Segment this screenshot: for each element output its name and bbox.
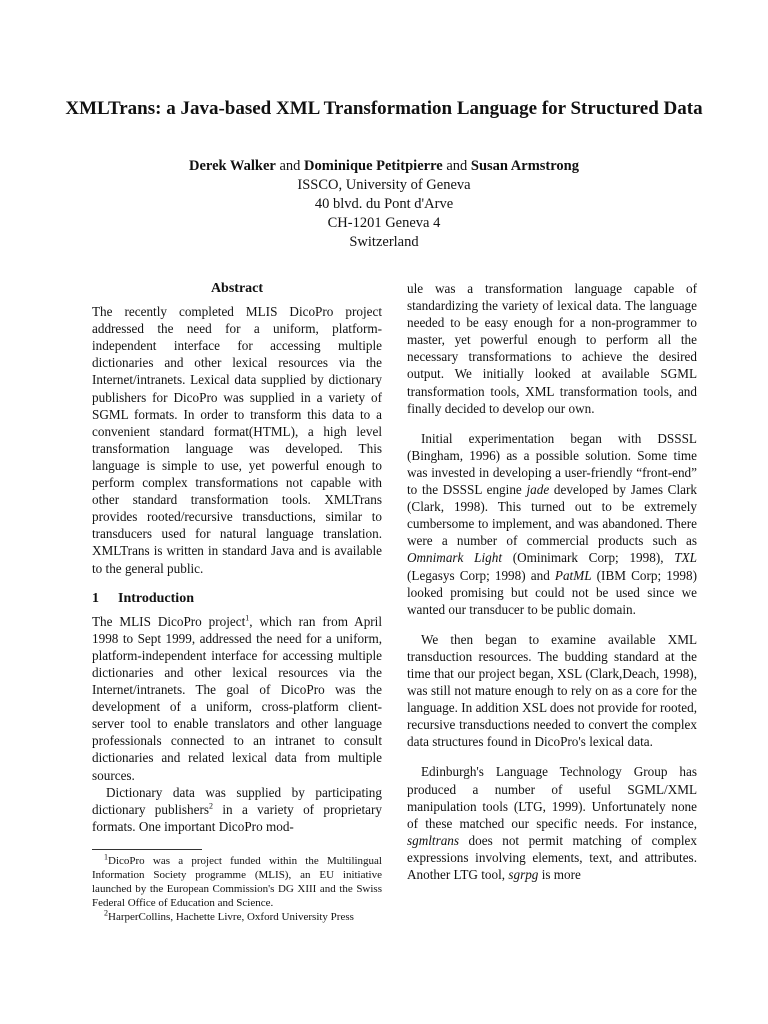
footnote-marker: 1: [104, 852, 108, 862]
author-name: Dominique Petitpierre: [304, 158, 443, 174]
footnote: [92, 910, 382, 924]
footnote-text: HarperCollins, Hachette Livre, Oxford University Press: [108, 911, 354, 923]
emphasis: sgrpg: [508, 867, 539, 882]
footnote-marker: 2: [104, 908, 108, 918]
affiliation-line: CH-1201 Geneva 4: [327, 215, 441, 231]
author-line: [40, 156, 728, 176]
text-run: in a variety of proprietary formats. One important DicoPro mod-: [92, 801, 382, 834]
paper-title: XMLTrans: a Java-based XML Transformation Language for Structured Data: [65, 98, 703, 119]
affiliation: [60, 176, 708, 252]
text-run: does not permit matching of complex expressions involving elements, text, and attributes. Another LTG tool,: [407, 832, 697, 882]
right-column: [407, 280, 697, 883]
body-paragraph: [407, 430, 697, 618]
affiliation-line: ISSCO, University of Geneva: [297, 177, 471, 193]
text-run: The MLIS DicoPro project: [92, 613, 246, 629]
body-paragraph: ule was a transformation language capable of standardizing the variety of lexical data. The language needed to be easy enough for a non-programmer to master, yet powerful enough to perform all the necessary transformations to achieve the desired output. We initially looked at available SGML transformation tools, XML transformation tools, and finally decided to develop our own.: [407, 281, 697, 416]
text-run: (Legasys Corp; 1998) and: [407, 567, 555, 583]
abstract-heading: Abstract: [210, 281, 264, 296]
section-number: 1: [92, 590, 99, 606]
author-conjunction: and: [279, 158, 301, 174]
author-name: Derek Walker: [188, 158, 276, 174]
section-title: Introduction: [118, 590, 194, 606]
text-run: developed by James Clark (Clark, 1998). This turned out to be extremely cumbersome to implement, and was abandoned. There were a number of commercial products such as: [407, 482, 697, 549]
emphasis: PatML: [554, 567, 592, 583]
section-heading: [92, 590, 382, 607]
text-run: is more: [538, 867, 581, 882]
text-run: (IBM Corp; 1998) looked promising but could not be used since we wanted our transducer to be public domain.: [407, 567, 697, 617]
text-run: , which ran from April 1998 to Sept 1999, addressed the need for a uniform, platform-independent interface for accessing multiple dictionaries and other lexical resources via the Internet/intranets. The goal of DicoPro was the development of a uniform, cross-platform client-server tool to enable translators and other language professionals connected to an intranet to consult dictionaries and related lexical data from multiple sources.: [92, 613, 383, 783]
body-paragraph: [407, 763, 697, 883]
footnote-marker: 2: [209, 801, 214, 811]
text-run: Edinburgh's Language Technology Group has produced a number of useful SGML/XML manipulation tools (LTG, 1999). Unfortunately none of these matched our specific needs. For instance,: [407, 764, 697, 831]
affiliation-line: 40 blvd. du Pont d'Arve: [314, 196, 454, 212]
affiliation-line: Switzerland: [349, 234, 419, 250]
footnote-rule: [92, 849, 202, 850]
footnote: [92, 854, 382, 910]
emphasis: jade: [526, 482, 550, 498]
footnotes: [92, 849, 382, 924]
emphasis: Omnimark Light: [407, 550, 502, 566]
footnote-marker: 1: [245, 613, 250, 623]
footnote-text: DicoPro was a project funded within the Multilingual Information Society programme (MLIS), an EU initiative launched by the European Commission's DG XIII and the Swiss Federal Office of Education and Science.: [92, 855, 382, 909]
text-run: Initial experimentation began with DSSSL (Bingham, 1996) as a possible solution. Some time was invested in developing a user-friendly “front-end” to the DSSSL engine: [407, 430, 697, 498]
left-column: [92, 280, 382, 835]
emphasis: TXL: [674, 550, 697, 566]
emphasis: sgmltrans: [407, 832, 460, 848]
author-conjunction: and: [446, 158, 468, 174]
author-name: Susan Armstrong: [470, 158, 579, 174]
body-paragraph: [92, 613, 382, 784]
body-paragraph: [92, 784, 382, 835]
text-run: (Ominimark Corp; 1998),: [502, 550, 675, 566]
body-paragraph: We then began to examine available XML transduction resources. The budding standard at the time that our project began, XSL (Clark,Deach, 1998), was still not mature enough to rely on as a core for the language. In addition XSL does not provide for rooted, recursive transductions needed to convert the complex data structures found in DicoPro's lexical data.: [407, 631, 697, 750]
abstract-text: The recently completed MLIS DicoPro project addressed the need for a uniform, platform-independent interface for accessing multiple dictionaries and other lexical resources via the Internet/intranets. Lexical data supplied by dictionary publishers for DicoPro was supplied in a variety of SGML formats. In order to transform this data to a convenient standard format(HTML), a high level transformation language was developed. This language is simple to use, yet powerful enough to perform complex transformations not capable with other standard transformation tools. XMLTrans provides rooted/recursive transductions, similar to transducers used for natural language translation. XMLTrans is written in standard Java and is available to the general public.: [92, 304, 382, 576]
text-run: Dictionary data was supplied by participating dictionary publishers: [92, 784, 382, 817]
